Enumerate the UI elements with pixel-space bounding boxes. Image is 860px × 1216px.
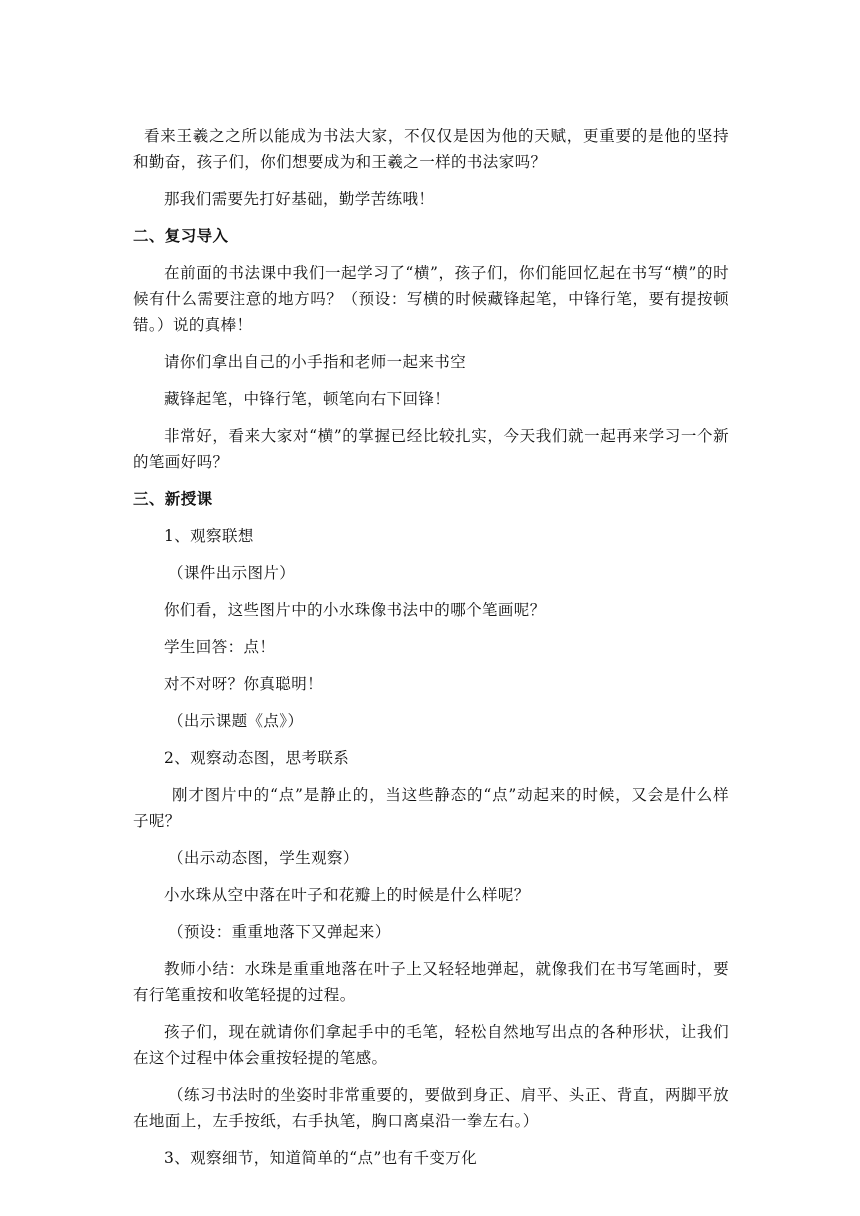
paragraph: 藏锋起笔，中锋行笔，顿笔向右下回锋！: [164, 390, 451, 408]
paragraph: （预设：重重地落下又弹起来）: [168, 923, 391, 941]
paragraph: （出示课题《点》）: [168, 712, 304, 730]
paragraph: 孩子们，现在就请你们拿起手中的毛笔，轻松自然地写出点的各种形状，让我们在这个过程中体会重按轻提的笔感。: [133, 1023, 729, 1067]
list-item: 1、观察联想: [164, 527, 254, 545]
section-heading: 三、新授课: [133, 490, 213, 508]
paragraph: （课件出示图片）: [168, 564, 296, 582]
paragraph: 那我们需要先打好基础，勤学苦练哦！: [164, 190, 435, 208]
list-item: 3、观察细节，知道简单的“点”也有千变万化: [164, 1149, 478, 1167]
section-heading: 二、复习导入: [133, 227, 229, 245]
paragraph: 教师小结：水珠是重重地落在叶子上又轻轻地弹起，就像我们在书写笔画时，要有行笔重按和收笔轻提的过程。: [133, 960, 729, 1004]
paragraph: 看来王羲之之所以能成为书法大家，不仅仅是因为他的天赋，更重要的是他的坚持和勤奋，孩子们，你们想要成为和王羲之一样的书法家吗？: [133, 127, 729, 171]
paragraph: 小水珠从空中落在叶子和花瓣上的时候是什么样呢？: [164, 886, 530, 904]
paragraph: 在前面的书法课中我们一起学习了“横”，孩子们，你们能回忆起在书写“横”的时候有什么需要注意的地方吗？（预设：写横的时候藏锋起笔，中锋行笔，要有提按顿错。）说的真棒！: [133, 264, 729, 334]
paragraph: 你们看，这些图片中的小水珠像书法中的哪个笔画呢？: [164, 601, 546, 619]
paragraph: （出示动态图，学生观察）: [168, 849, 359, 867]
paragraph: 非常好，看来大家对“横”的掌握已经比较扎实，今天我们就一起再来学习一个新的笔画好吗？: [133, 427, 729, 471]
paragraph: 学生回答：点！: [164, 638, 276, 656]
paragraph: 刚才图片中的“点”是静止的，当这些静态的“点”动起来的时候，又会是什么样子呢？: [133, 786, 729, 830]
paragraph: （练习书法时的坐姿时非常重要的，要做到身正、肩平、头正、背直，两脚平放在地面上，左手按纸，右手执笔，胸口离桌沿一拳左右。）: [133, 1086, 729, 1130]
paragraph: 请你们拿出自己的小手指和老师一起来书空: [164, 353, 467, 371]
list-item: 2、观察动态图，思考联系: [164, 749, 350, 767]
paragraph: 对不对呀？你真聪明！: [164, 675, 324, 693]
